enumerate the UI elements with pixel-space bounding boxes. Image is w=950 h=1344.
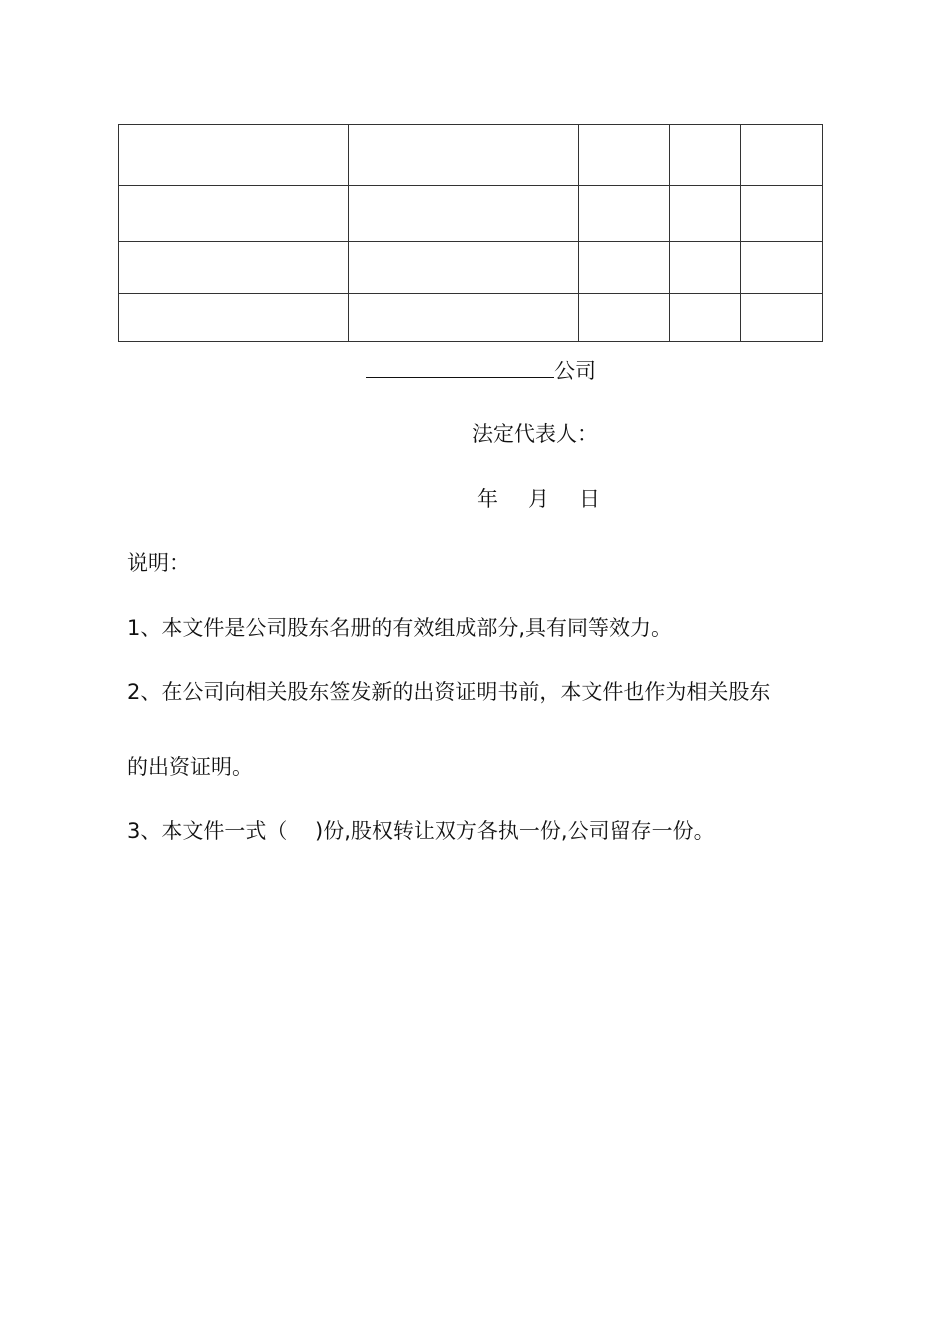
table-cell [579, 242, 670, 294]
table-cell [741, 294, 823, 342]
table-cell [741, 186, 823, 242]
table-cell [349, 294, 579, 342]
table-cell [119, 294, 349, 342]
table-cell [579, 125, 670, 186]
table-cell [579, 294, 670, 342]
table-cell [670, 242, 741, 294]
note-item-2-line-2: 的出资证明。 [127, 755, 253, 779]
year-label: 年 [477, 487, 498, 511]
note-item-2-line-1: 2、在公司向相关股东签发新的出资证明书前，本文件也作为相关股东 [127, 680, 771, 704]
shareholder-table [118, 124, 823, 342]
company-suffix: 公司 [554, 359, 596, 383]
table-cell [741, 125, 823, 186]
notes-title: 说明： [127, 551, 190, 575]
table-cell [119, 186, 349, 242]
table-cell [119, 242, 349, 294]
month-label: 月 [528, 487, 549, 511]
table-cell [349, 242, 579, 294]
note-item-1: 1、本文件是公司股东名册的有效组成部分,具有同等效力。 [127, 616, 673, 640]
table-cell [741, 242, 823, 294]
company-name-blank[interactable] [366, 355, 554, 378]
company-signature-line [366, 355, 596, 385]
table-row [119, 242, 823, 294]
table-row [119, 294, 823, 342]
table-cell [579, 186, 670, 242]
day-label: 日 [579, 487, 600, 511]
table-row [119, 125, 823, 186]
table-cell [670, 125, 741, 186]
table-cell [349, 186, 579, 242]
table-cell [670, 294, 741, 342]
table-row [119, 186, 823, 242]
note-item-3: 3、本文件一式（ )份,股权转让双方各执一份,公司留存一份。 [127, 819, 715, 843]
table-cell [119, 125, 349, 186]
date-line [477, 485, 600, 513]
table-cell [670, 186, 741, 242]
legal-representative-label: 法定代表人： [472, 422, 598, 446]
table-cell [349, 125, 579, 186]
